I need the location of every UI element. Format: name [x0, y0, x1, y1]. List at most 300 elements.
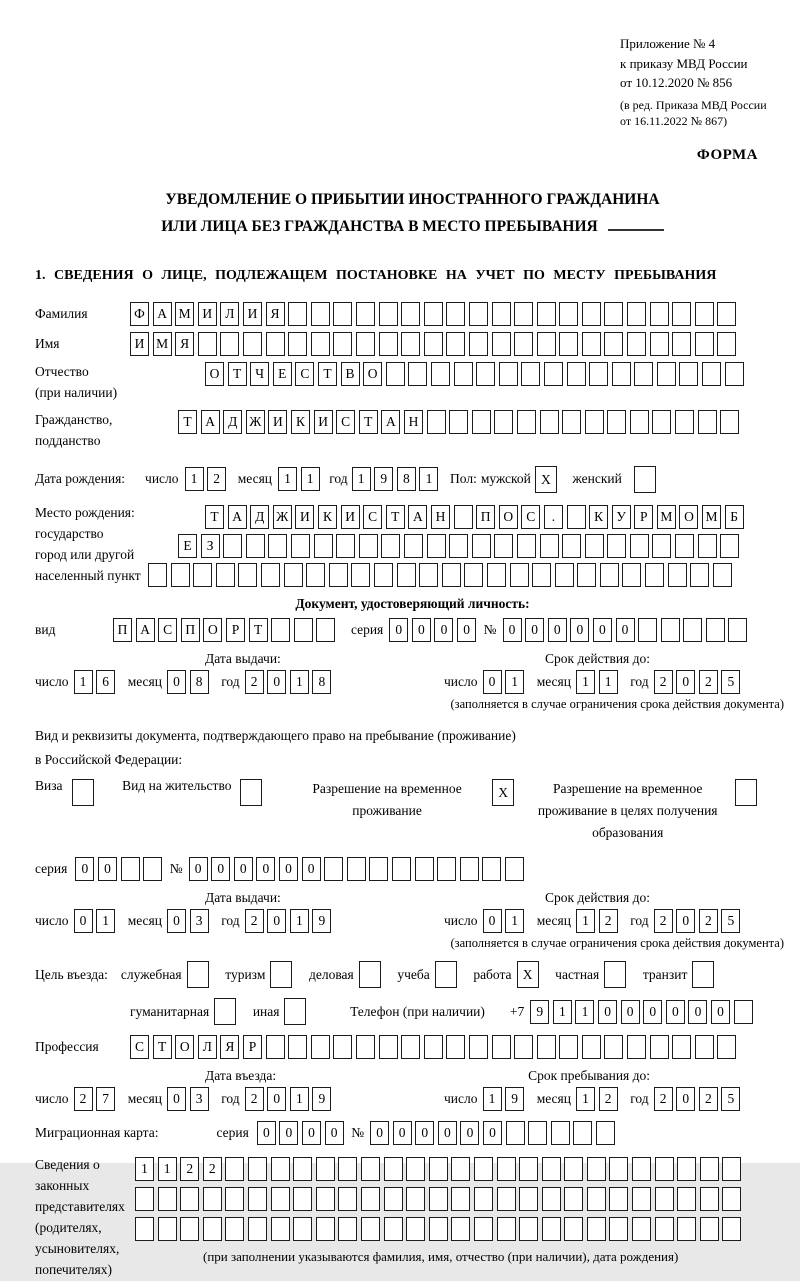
char-cell-empty[interactable]: [135, 1187, 154, 1211]
char-cell-empty[interactable]: [604, 302, 623, 326]
char-cell-empty[interactable]: [632, 1217, 651, 1241]
char-cell-empty[interactable]: [634, 362, 653, 386]
char-cell-empty[interactable]: [446, 1035, 465, 1059]
char-cell-empty[interactable]: [675, 534, 694, 558]
char-cell-empty[interactable]: [612, 362, 631, 386]
char-cell-empty[interactable]: [677, 1157, 696, 1181]
char-cell-empty[interactable]: [677, 1187, 696, 1211]
char-cell-filled[interactable]: 7: [96, 1087, 115, 1111]
char-cell-filled[interactable]: X: [535, 466, 557, 493]
char-cell-filled[interactable]: 2: [599, 1087, 618, 1111]
char-cell-filled[interactable]: 1: [96, 909, 115, 933]
char-cell-empty[interactable]: [607, 410, 626, 434]
char-cell-filled[interactable]: 0: [370, 1121, 389, 1145]
char-cell-empty[interactable]: [419, 563, 438, 587]
char-cell-empty[interactable]: [248, 1217, 267, 1241]
char-cell-empty[interactable]: [248, 1157, 267, 1181]
char-cell-filled[interactable]: Р: [634, 505, 653, 529]
char-cell-empty[interactable]: [193, 563, 212, 587]
char-cell-empty[interactable]: [655, 1157, 674, 1181]
char-cell-filled[interactable]: 0: [234, 857, 253, 881]
char-cell-empty[interactable]: [499, 362, 518, 386]
char-cell-filled[interactable]: 0: [267, 909, 286, 933]
char-cell-empty[interactable]: [293, 1187, 312, 1211]
char-cell-empty[interactable]: [397, 563, 416, 587]
char-cell-empty[interactable]: [519, 1187, 538, 1211]
char-cell-empty[interactable]: [638, 618, 657, 642]
char-cell-filled[interactable]: С: [158, 618, 177, 642]
char-cell-empty[interactable]: [650, 1035, 669, 1059]
char-cell-empty[interactable]: [652, 410, 671, 434]
char-cell-filled[interactable]: Т: [228, 362, 247, 386]
char-cell-filled[interactable]: 2: [654, 670, 673, 694]
char-cell-empty[interactable]: [717, 302, 736, 326]
char-cell-filled[interactable]: 0: [256, 857, 275, 881]
char-cell-empty[interactable]: [559, 302, 578, 326]
char-cell-empty[interactable]: [632, 1157, 651, 1181]
char-cell-empty[interactable]: [469, 302, 488, 326]
char-cell-filled[interactable]: О: [175, 1035, 194, 1059]
char-cell-empty[interactable]: [537, 1035, 556, 1059]
char-cell-filled[interactable]: С: [363, 505, 382, 529]
char-cell-filled[interactable]: 0: [302, 857, 321, 881]
char-cell-filled[interactable]: С: [336, 410, 355, 434]
char-cell-filled[interactable]: 9: [312, 1087, 331, 1111]
sex-male-checkbox[interactable]: [535, 466, 561, 493]
char-cell-empty[interactable]: [562, 410, 581, 434]
char-cell-filled[interactable]: Т: [386, 505, 405, 529]
char-cell-filled[interactable]: 0: [412, 618, 431, 642]
char-cell-filled[interactable]: 9: [312, 909, 331, 933]
char-cell-empty[interactable]: [596, 1121, 615, 1145]
char-cell-filled[interactable]: 2: [699, 670, 718, 694]
char-cell-empty[interactable]: [171, 563, 190, 587]
char-cell-empty[interactable]: [381, 534, 400, 558]
char-cell-empty[interactable]: [700, 1157, 719, 1181]
char-cell-filled[interactable]: В: [341, 362, 360, 386]
char-cell-empty[interactable]: [431, 362, 450, 386]
char-cell-filled[interactable]: А: [381, 410, 400, 434]
phone-digit-cells[interactable]: [530, 1000, 756, 1024]
char-cell-empty[interactable]: [266, 332, 285, 356]
char-cell-empty[interactable]: [492, 1035, 511, 1059]
char-cell-empty[interactable]: [271, 1157, 290, 1181]
char-cell-filled[interactable]: Д: [223, 410, 242, 434]
char-cell-filled[interactable]: 1: [576, 1087, 595, 1111]
char-cell-empty[interactable]: [582, 302, 601, 326]
char-cell-empty[interactable]: [482, 857, 501, 881]
char-cell-empty[interactable]: [609, 1217, 628, 1241]
char-cell-empty[interactable]: [735, 779, 757, 806]
char-cell-empty[interactable]: [333, 302, 352, 326]
char-cell-empty[interactable]: [135, 1217, 154, 1241]
char-cell-empty[interactable]: [713, 563, 732, 587]
char-cell-filled[interactable]: 0: [570, 618, 589, 642]
char-cell-filled[interactable]: 0: [483, 909, 502, 933]
char-cell-filled[interactable]: П: [113, 618, 132, 642]
char-cell-filled[interactable]: А: [228, 505, 247, 529]
char-cell-filled[interactable]: К: [589, 505, 608, 529]
char-cell-empty[interactable]: [220, 332, 239, 356]
char-cell-empty[interactable]: [725, 362, 744, 386]
char-cell-empty[interactable]: [359, 534, 378, 558]
char-cell-filled[interactable]: 1: [278, 467, 297, 491]
char-cell-empty[interactable]: [650, 302, 669, 326]
char-cell-empty[interactable]: [469, 1035, 488, 1059]
char-cell-empty[interactable]: [288, 332, 307, 356]
char-cell-filled[interactable]: 2: [74, 1087, 93, 1111]
char-cell-empty[interactable]: [406, 1217, 425, 1241]
char-cell-empty[interactable]: [604, 332, 623, 356]
char-cell-filled[interactable]: 0: [267, 1087, 286, 1111]
char-cell-filled[interactable]: 0: [75, 857, 94, 881]
char-cell-empty[interactable]: [311, 1035, 330, 1059]
char-cell-empty[interactable]: [361, 1187, 380, 1211]
char-cell-empty[interactable]: [476, 362, 495, 386]
char-cell-filled[interactable]: И: [314, 410, 333, 434]
char-cell-filled[interactable]: О: [679, 505, 698, 529]
char-cell-empty[interactable]: [316, 618, 335, 642]
char-cell-empty[interactable]: [540, 410, 559, 434]
char-cell-filled[interactable]: И: [295, 505, 314, 529]
char-cell-filled[interactable]: Е: [273, 362, 292, 386]
char-cell-empty[interactable]: [734, 1000, 753, 1024]
char-cell-empty[interactable]: [392, 857, 411, 881]
char-cell-empty[interactable]: [700, 1217, 719, 1241]
char-cell-empty[interactable]: [472, 534, 491, 558]
char-cell-empty[interactable]: [401, 332, 420, 356]
char-cell-filled[interactable]: Т: [153, 1035, 172, 1059]
char-cell-filled[interactable]: 2: [699, 1087, 718, 1111]
purpose-option-checkbox[interactable]: [270, 961, 292, 988]
char-cell-empty[interactable]: [720, 410, 739, 434]
char-cell-empty[interactable]: [72, 779, 94, 806]
char-cell-filled[interactable]: 0: [483, 670, 502, 694]
char-cell-empty[interactable]: [427, 534, 446, 558]
char-cell-empty[interactable]: [216, 563, 235, 587]
char-cell-empty[interactable]: [203, 1187, 222, 1211]
char-cell-filled[interactable]: 0: [643, 1000, 662, 1024]
char-cell-filled[interactable]: И: [341, 505, 360, 529]
char-cell-filled[interactable]: Д: [250, 505, 269, 529]
char-cell-filled[interactable]: 1: [599, 670, 618, 694]
char-cell-empty[interactable]: [537, 302, 556, 326]
char-cell-filled[interactable]: 5: [721, 909, 740, 933]
char-cell-empty[interactable]: [271, 1187, 290, 1211]
char-cell-filled[interactable]: 2: [654, 1087, 673, 1111]
char-cell-empty[interactable]: [542, 1217, 561, 1241]
char-cell-filled[interactable]: 0: [279, 857, 298, 881]
char-cell-filled[interactable]: 0: [621, 1000, 640, 1024]
char-cell-empty[interactable]: [408, 362, 427, 386]
char-cell-empty[interactable]: [415, 857, 434, 881]
purpose-option-checkbox[interactable]: [284, 998, 306, 1025]
char-cell-filled[interactable]: О: [363, 362, 382, 386]
char-cell-empty[interactable]: [528, 1121, 547, 1145]
char-cell-empty[interactable]: [683, 618, 702, 642]
char-cell-empty[interactable]: [728, 618, 747, 642]
char-cell-empty[interactable]: [369, 857, 388, 881]
char-cell-empty[interactable]: [589, 362, 608, 386]
char-cell-empty[interactable]: [587, 1217, 606, 1241]
char-cell-empty[interactable]: [437, 857, 456, 881]
char-cell-empty[interactable]: [311, 332, 330, 356]
char-cell-empty[interactable]: [338, 1217, 357, 1241]
char-cell-filled[interactable]: Л: [220, 302, 239, 326]
char-cell-filled[interactable]: 0: [257, 1121, 276, 1145]
char-cell-empty[interactable]: [384, 1217, 403, 1241]
char-cell-filled[interactable]: Р: [243, 1035, 262, 1059]
char-cell-filled[interactable]: Я: [266, 302, 285, 326]
char-cell-empty[interactable]: [690, 563, 709, 587]
purpose-option-checkbox[interactable]: X: [517, 961, 539, 988]
char-cell-empty[interactable]: [706, 618, 725, 642]
char-cell-empty[interactable]: [514, 302, 533, 326]
char-cell-empty[interactable]: [429, 1187, 448, 1211]
char-cell-empty[interactable]: [492, 332, 511, 356]
char-cell-filled[interactable]: 1: [483, 1087, 502, 1111]
char-cell-empty[interactable]: [293, 1217, 312, 1241]
char-cell-filled[interactable]: 0: [525, 618, 544, 642]
char-cell-filled[interactable]: А: [153, 302, 172, 326]
char-cell-filled[interactable]: И: [268, 410, 287, 434]
char-cell-empty[interactable]: [225, 1157, 244, 1181]
char-cell-empty[interactable]: [424, 302, 443, 326]
char-cell-empty[interactable]: [338, 1157, 357, 1181]
char-cell-empty[interactable]: [717, 1035, 736, 1059]
char-cell-filled[interactable]: 0: [279, 1121, 298, 1145]
char-cell-empty[interactable]: [451, 1157, 470, 1181]
char-cell-filled[interactable]: 1: [576, 909, 595, 933]
char-cell-filled[interactable]: 2: [699, 909, 718, 933]
char-cell-empty[interactable]: [487, 563, 506, 587]
char-cell-filled[interactable]: 0: [711, 1000, 730, 1024]
char-cell-filled[interactable]: 2: [203, 1157, 222, 1181]
char-cell-empty[interactable]: [240, 779, 262, 806]
char-cell-filled[interactable]: С: [130, 1035, 149, 1059]
char-cell-empty[interactable]: [474, 1217, 493, 1241]
char-cell-filled[interactable]: 8: [312, 670, 331, 694]
char-cell-empty[interactable]: [514, 1035, 533, 1059]
char-cell-filled[interactable]: 0: [189, 857, 208, 881]
char-cell-filled[interactable]: О: [203, 618, 222, 642]
char-cell-empty[interactable]: [121, 857, 140, 881]
char-cell-empty[interactable]: [722, 1187, 741, 1211]
char-cell-empty[interactable]: [406, 1157, 425, 1181]
char-cell-filled[interactable]: 3: [190, 909, 209, 933]
char-cell-empty[interactable]: [379, 332, 398, 356]
char-cell-empty[interactable]: [519, 1217, 538, 1241]
char-cell-empty[interactable]: [424, 332, 443, 356]
char-cell-empty[interactable]: [559, 332, 578, 356]
char-cell-filled[interactable]: 3: [190, 1087, 209, 1111]
char-cell-empty[interactable]: [634, 466, 656, 493]
char-cell-empty[interactable]: [585, 410, 604, 434]
char-cell-empty[interactable]: [542, 1157, 561, 1181]
char-cell-empty[interactable]: [293, 1157, 312, 1181]
char-cell-filled[interactable]: А: [136, 618, 155, 642]
char-cell-empty[interactable]: [429, 1157, 448, 1181]
char-cell-empty[interactable]: [722, 1157, 741, 1181]
char-cell-empty[interactable]: [361, 1157, 380, 1181]
char-cell-empty[interactable]: [180, 1187, 199, 1211]
char-cell-empty[interactable]: [559, 1035, 578, 1059]
char-cell-filled[interactable]: 0: [393, 1121, 412, 1145]
char-cell-filled[interactable]: Ф: [130, 302, 149, 326]
char-cell-filled[interactable]: 9: [374, 467, 393, 491]
char-cell-empty[interactable]: [198, 332, 217, 356]
char-cell-empty[interactable]: [585, 534, 604, 558]
char-cell-empty[interactable]: [316, 1157, 335, 1181]
char-cell-empty[interactable]: [406, 1187, 425, 1211]
char-cell-filled[interactable]: 1: [553, 1000, 572, 1024]
char-cell-filled[interactable]: И: [130, 332, 149, 356]
char-cell-empty[interactable]: [567, 362, 586, 386]
char-cell-filled[interactable]: 1: [290, 670, 309, 694]
char-cell-empty[interactable]: [148, 563, 167, 587]
char-cell-empty[interactable]: [248, 1187, 267, 1211]
char-cell-filled[interactable]: О: [205, 362, 224, 386]
char-cell-empty[interactable]: [497, 1187, 516, 1211]
char-cell-empty[interactable]: [384, 1157, 403, 1181]
char-cell-filled[interactable]: 1: [575, 1000, 594, 1024]
char-cell-filled[interactable]: И: [243, 302, 262, 326]
char-cell-filled[interactable]: 9: [505, 1087, 524, 1111]
char-cell-filled[interactable]: 9: [530, 1000, 549, 1024]
char-cell-empty[interactable]: [630, 534, 649, 558]
char-cell-filled[interactable]: 1: [352, 467, 371, 491]
char-cell-filled[interactable]: Н: [431, 505, 450, 529]
char-cell-empty[interactable]: [294, 618, 313, 642]
char-cell-filled[interactable]: 1: [505, 670, 524, 694]
char-cell-filled[interactable]: М: [702, 505, 721, 529]
char-cell-empty[interactable]: [446, 332, 465, 356]
char-cell-empty[interactable]: [246, 534, 265, 558]
char-cell-filled[interactable]: С: [521, 505, 540, 529]
char-cell-empty[interactable]: [609, 1157, 628, 1181]
char-cell-empty[interactable]: [540, 534, 559, 558]
char-cell-filled[interactable]: Ч: [250, 362, 269, 386]
char-cell-empty[interactable]: [158, 1187, 177, 1211]
char-cell-empty[interactable]: [442, 563, 461, 587]
char-cell-empty[interactable]: [384, 1187, 403, 1211]
char-cell-empty[interactable]: [650, 332, 669, 356]
char-cell-filled[interactable]: Ж: [273, 505, 292, 529]
char-cell-filled[interactable]: 2: [245, 1087, 264, 1111]
char-cell-filled[interactable]: А: [201, 410, 220, 434]
char-cell-empty[interactable]: [449, 534, 468, 558]
char-cell-empty[interactable]: [356, 332, 375, 356]
char-cell-empty[interactable]: [720, 534, 739, 558]
char-cell-empty[interactable]: [532, 563, 551, 587]
char-cell-empty[interactable]: [243, 332, 262, 356]
char-cell-empty[interactable]: [652, 534, 671, 558]
char-cell-empty[interactable]: [645, 563, 664, 587]
char-cell-empty[interactable]: [564, 1157, 583, 1181]
char-cell-filled[interactable]: 0: [676, 1087, 695, 1111]
temp-residence-checkbox[interactable]: [492, 779, 518, 806]
char-cell-empty[interactable]: [454, 505, 473, 529]
char-cell-empty[interactable]: [336, 534, 355, 558]
char-cell-empty[interactable]: [351, 563, 370, 587]
char-cell-filled[interactable]: 0: [676, 670, 695, 694]
char-cell-empty[interactable]: [143, 857, 162, 881]
char-cell-empty[interactable]: [449, 410, 468, 434]
char-cell-empty[interactable]: [311, 302, 330, 326]
char-cell-empty[interactable]: [514, 332, 533, 356]
char-cell-empty[interactable]: [203, 1217, 222, 1241]
char-cell-empty[interactable]: [268, 534, 287, 558]
char-cell-empty[interactable]: [600, 563, 619, 587]
char-cell-filled[interactable]: Ж: [246, 410, 265, 434]
char-cell-filled[interactable]: 0: [503, 618, 522, 642]
char-cell-empty[interactable]: [698, 410, 717, 434]
char-cell-empty[interactable]: [517, 410, 536, 434]
char-cell-empty[interactable]: [451, 1217, 470, 1241]
char-cell-filled[interactable]: 0: [98, 857, 117, 881]
char-cell-filled[interactable]: 1: [301, 467, 320, 491]
char-cell-empty[interactable]: [333, 332, 352, 356]
char-cell-empty[interactable]: [238, 563, 257, 587]
char-cell-filled[interactable]: 8: [190, 670, 209, 694]
sex-female-checkbox[interactable]: [634, 466, 660, 493]
char-cell-empty[interactable]: [604, 1035, 623, 1059]
char-cell-empty[interactable]: [675, 410, 694, 434]
char-cell-filled[interactable]: 0: [666, 1000, 685, 1024]
char-cell-filled[interactable]: 1: [135, 1157, 154, 1181]
char-cell-empty[interactable]: [577, 563, 596, 587]
char-cell-empty[interactable]: [510, 563, 529, 587]
char-cell-filled[interactable]: К: [318, 505, 337, 529]
char-cell-filled[interactable]: 6: [96, 670, 115, 694]
char-cell-empty[interactable]: [630, 410, 649, 434]
char-cell-filled[interactable]: З: [201, 534, 220, 558]
char-cell-empty[interactable]: [700, 1187, 719, 1211]
purpose-option-checkbox[interactable]: [214, 998, 236, 1025]
char-cell-filled[interactable]: 0: [676, 909, 695, 933]
char-cell-empty[interactable]: [627, 302, 646, 326]
char-cell-filled[interactable]: Т: [359, 410, 378, 434]
char-cell-empty[interactable]: [655, 1187, 674, 1211]
char-cell-empty[interactable]: [672, 332, 691, 356]
char-cell-empty[interactable]: [695, 302, 714, 326]
char-cell-empty[interactable]: [551, 1121, 570, 1145]
char-cell-filled[interactable]: 0: [325, 1121, 344, 1145]
char-cell-empty[interactable]: [356, 1035, 375, 1059]
char-cell-filled[interactable]: М: [153, 332, 172, 356]
char-cell-filled[interactable]: 2: [599, 909, 618, 933]
char-cell-empty[interactable]: [379, 1035, 398, 1059]
char-cell-filled[interactable]: 1: [290, 909, 309, 933]
char-cell-empty[interactable]: [587, 1157, 606, 1181]
char-cell-empty[interactable]: [401, 302, 420, 326]
char-cell-empty[interactable]: [427, 410, 446, 434]
char-cell-empty[interactable]: [609, 1187, 628, 1211]
char-cell-empty[interactable]: [695, 332, 714, 356]
char-cell-filled[interactable]: М: [175, 302, 194, 326]
char-cell-filled[interactable]: У: [612, 505, 631, 529]
char-cell-empty[interactable]: [679, 362, 698, 386]
char-cell-empty[interactable]: [374, 563, 393, 587]
char-cell-filled[interactable]: 2: [654, 909, 673, 933]
char-cell-empty[interactable]: [564, 1187, 583, 1211]
char-cell-empty[interactable]: [519, 1157, 538, 1181]
char-cell-filled[interactable]: 5: [721, 1087, 740, 1111]
char-cell-filled[interactable]: 0: [438, 1121, 457, 1145]
char-cell-empty[interactable]: [379, 302, 398, 326]
char-cell-filled[interactable]: 2: [245, 670, 264, 694]
char-cell-empty[interactable]: [474, 1187, 493, 1211]
